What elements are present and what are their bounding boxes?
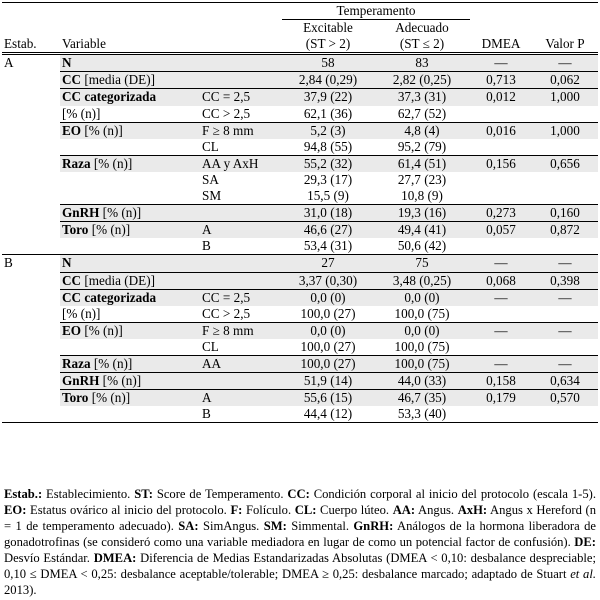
dmea-value (470, 106, 532, 123)
table-row (2, 172, 598, 188)
p-value (532, 188, 598, 205)
subcategory-cell (200, 255, 282, 272)
table-row (2, 289, 598, 306)
p-value (532, 106, 598, 123)
estab-heading: Estab. (2, 36, 60, 54)
adecuado-value: 37,3 (31) (374, 89, 470, 106)
subcategory-cell: CC > 2,5 (202, 305, 251, 321)
p-value: — (532, 289, 598, 306)
table-row (2, 122, 598, 139)
p-value (532, 306, 598, 323)
variable-cell (60, 238, 200, 255)
subcategory-cell: B (200, 406, 282, 423)
variable-cell: CC categorizada (60, 89, 200, 106)
excitable-heading: Excitable (303, 20, 353, 36)
estab-cell (2, 289, 60, 306)
variable-cell: [% (n)] (62, 105, 101, 121)
p-value (532, 406, 598, 423)
adecuado-value: 19,3 (16) (374, 205, 470, 222)
variable-cell: N (60, 54, 200, 72)
subcategory-cell: CC > 2,5 (202, 105, 251, 121)
table-row (2, 339, 598, 356)
estab-cell (2, 306, 60, 323)
p-value: — (532, 355, 598, 372)
excitable-value: 15,5 (9) (307, 188, 349, 204)
subcategory-cell: CL (202, 338, 219, 354)
excitable-value: 62,1 (36) (303, 105, 353, 121)
subcategory-cell (200, 54, 282, 72)
excitable-value: 31,0 (18) (282, 205, 374, 222)
dmea-value (470, 139, 532, 156)
variable-cell: GnRH [% (n)] (60, 205, 200, 222)
subcategory-cell: A (200, 390, 282, 407)
p-value: 1,000 (532, 122, 598, 139)
dmea-value (470, 306, 532, 323)
variable-cell (60, 406, 200, 423)
adecuado-criterion: (ST ≤ 2) (374, 36, 470, 54)
estab-cell (2, 89, 60, 106)
adecuado-value: 95,2 (79) (397, 138, 447, 154)
header-row-2 (2, 20, 598, 37)
excitable-value: 5,2 (3) (282, 122, 374, 139)
temperamento-heading: Temperamento (282, 3, 470, 20)
dmea-value (470, 238, 532, 255)
adecuado-value: 0,0 (0) (374, 322, 470, 339)
estab-cell (2, 322, 60, 339)
excitable-value: 44,4 (12) (282, 406, 374, 423)
dmea-value (470, 172, 532, 188)
dmea-value: — (470, 322, 532, 339)
table-row (2, 54, 598, 72)
excitable-value: 100,0 (27) (282, 355, 374, 372)
adecuado-heading: Adecuado (395, 20, 449, 36)
p-value: 0,160 (532, 205, 598, 222)
p-value (532, 172, 598, 188)
p-value: 0,872 (532, 222, 598, 239)
footnote: Estab.: Establecimiento. ST: Score de Temperamento. CC: Condición corporal al inicio del protocolo (escala 1-5). EO: Estatus ovárico al inicio del protocolo. F: Folículo. CL: Cuerpo lúteo. AA: Angus. AxH: Angus x Hereford (n = 1 de temperamento adecuado). SA: SimAngus. SM: Simmental. GnRH: Análogos de la hormona liberadora de gonadotrofinas (se consideró como una variable mediadora en lugar de como un potencial factor de confusión). DE: Desvío Estándar. DMEA: Diferencia de Medias Estandarizadas Absolutas (DMEA < 0,10: desbalance despreciable; 0,10 ≤ DMEA < 0,25: desbalance aceptable/tolerable; DMEA ≥ 0,25: desbalance marcado; adaptado de Stuart et al. 2013). (4, 487, 597, 597)
excitable-value: 94,8 (55) (303, 138, 353, 154)
estab-cell (2, 390, 60, 407)
dmea-value: 0,179 (470, 390, 532, 407)
adecuado-value: 61,4 (51) (374, 155, 470, 172)
estab-cell (2, 122, 60, 139)
excitable-value: 29,3 (17) (303, 171, 353, 187)
variable-cell: CC categorizada (60, 289, 200, 306)
dmea-value: 0,012 (470, 89, 532, 106)
p-value: — (532, 255, 598, 272)
table-row (2, 306, 598, 323)
variable-cell: Raza [% (n)] (60, 155, 200, 172)
variable-heading: Variable (60, 36, 200, 54)
table-row (2, 139, 598, 156)
estab-cell (2, 339, 60, 356)
excitable-value: 53,4 (31) (303, 238, 353, 254)
p-value: 0,656 (532, 155, 598, 172)
excitable-value: 100,0 (27) (300, 338, 356, 354)
dmea-heading: DMEA (470, 36, 532, 54)
subcategory-cell: CC = 2,5 (200, 289, 282, 306)
subcategory-cell (200, 205, 282, 222)
excitable-value: 0,0 (0) (282, 322, 374, 339)
dmea-value: — (470, 289, 532, 306)
header-row-1 (2, 3, 598, 20)
dmea-value (470, 188, 532, 205)
subcategory-cell: SM (202, 188, 222, 204)
dmea-value: 0,713 (470, 72, 532, 89)
adecuado-value: 10,8 (9) (401, 188, 443, 204)
table-row (2, 406, 598, 423)
dmea-value: — (470, 355, 532, 372)
excitable-value: 100,0 (27) (300, 305, 356, 321)
p-value: 0,398 (532, 272, 598, 289)
dmea-value: 0,156 (470, 155, 532, 172)
excitable-value: 55,6 (15) (282, 390, 374, 407)
dmea-value: 0,273 (470, 205, 532, 222)
excitable-value: 3,37 (0,30) (282, 272, 374, 289)
p-value: — (532, 322, 598, 339)
table-row (2, 155, 598, 172)
table-row (2, 188, 598, 205)
excitable-criterion: (ST > 2) (282, 36, 374, 54)
estab-cell (2, 238, 60, 255)
p-value: — (532, 54, 598, 72)
subcategory-cell: SA (202, 171, 219, 187)
adecuado-value: 49,4 (41) (374, 222, 470, 239)
estab-cell (2, 188, 60, 205)
subcategory-cell (200, 272, 282, 289)
estab-cell: B (2, 255, 60, 272)
excitable-value: 0,0 (0) (282, 289, 374, 306)
adecuado-value: 4,8 (4) (374, 122, 470, 139)
estab-cell (2, 222, 60, 239)
p-value (532, 238, 598, 255)
p-value: 0,062 (532, 72, 598, 89)
adecuado-value: 62,7 (52) (397, 105, 447, 121)
subcategory-cell: F ≥ 8 mm (200, 122, 282, 139)
estab-cell (2, 139, 60, 156)
variable-cell: GnRH [% (n)] (60, 373, 200, 390)
table-row (2, 255, 598, 272)
table-row (2, 355, 598, 372)
adecuado-value: 27,7 (23) (397, 171, 447, 187)
estab-cell: A (4, 55, 14, 71)
subcategory-cell: AA (200, 355, 282, 372)
excitable-value: 51,9 (14) (282, 373, 374, 390)
variable-cell (60, 172, 200, 188)
variable-cell: EO [% (n)] (60, 122, 200, 139)
p-value: 0,570 (532, 390, 598, 407)
adecuado-value: 53,3 (40) (374, 406, 470, 423)
valor-p-heading: Valor P (532, 36, 598, 54)
variable-cell: CC [media (DE)] (60, 72, 200, 89)
header-row-3 (2, 36, 598, 54)
subcategory-cell: CL (202, 138, 219, 154)
adecuado-value: 83 (374, 54, 470, 72)
variable-cell: Toro [% (n)] (60, 390, 200, 407)
subcategory-cell: CC = 2,5 (200, 89, 282, 106)
variable-cell: N (60, 255, 200, 272)
adecuado-value: 0,0 (0) (374, 289, 470, 306)
variable-cell: CC [media (DE)] (60, 272, 200, 289)
excitable-value: 46,6 (27) (282, 222, 374, 239)
p-value (532, 139, 598, 156)
dmea-value: — (470, 255, 532, 272)
variable-cell: Toro [% (n)] (60, 222, 200, 239)
p-value: 1,000 (532, 89, 598, 106)
estab-cell (2, 355, 60, 372)
p-value (532, 339, 598, 356)
subcategory-cell (200, 72, 282, 89)
estab-cell (2, 172, 60, 188)
adecuado-value: 46,7 (35) (374, 390, 470, 407)
subcategory-cell: AA y AxH (200, 155, 282, 172)
subcategory-cell: B (202, 238, 211, 254)
adecuado-value: 100,0 (75) (374, 355, 470, 372)
dmea-value (470, 339, 532, 356)
p-value: 0,634 (532, 373, 598, 390)
adecuado-value: 44,0 (33) (374, 373, 470, 390)
table-row (2, 106, 598, 123)
excitable-value: 55,2 (32) (282, 155, 374, 172)
table-row (2, 72, 598, 89)
table-row (2, 390, 598, 407)
excitable-value: 37,9 (22) (282, 89, 374, 106)
variable-cell (60, 339, 200, 356)
table-row (2, 238, 598, 255)
adecuado-value: 100,0 (75) (394, 305, 450, 321)
excitable-value: 27 (282, 255, 374, 272)
variable-cell: Raza [% (n)] (60, 355, 200, 372)
estab-cell (2, 106, 60, 123)
estab-cell (2, 406, 60, 423)
dmea-value (470, 406, 532, 423)
subcategory-cell: F ≥ 8 mm (200, 322, 282, 339)
variable-cell (60, 139, 200, 156)
adecuado-value: 3,48 (0,25) (374, 272, 470, 289)
results-table (2, 2, 598, 423)
dmea-value: 0,057 (470, 222, 532, 239)
table-row (2, 322, 598, 339)
table-row (2, 205, 598, 222)
dmea-value: 0,158 (470, 373, 532, 390)
estab-cell (2, 205, 60, 222)
subcategory-cell: A (200, 222, 282, 239)
excitable-value: 2,84 (0,29) (282, 72, 374, 89)
estab-cell (2, 155, 60, 172)
table-body (2, 54, 598, 423)
variable-cell (60, 188, 200, 205)
adecuado-value: 2,82 (0,25) (374, 72, 470, 89)
adecuado-value: 50,6 (42) (397, 238, 447, 254)
adecuado-value: 75 (374, 255, 470, 272)
table-row (2, 89, 598, 106)
dmea-value: 0,016 (470, 122, 532, 139)
dmea-value: — (470, 54, 532, 72)
variable-cell: EO [% (n)] (60, 322, 200, 339)
dmea-value: 0,068 (470, 272, 532, 289)
estab-cell (2, 72, 60, 89)
table-row (2, 222, 598, 239)
subcategory-cell (200, 373, 282, 390)
estab-cell (2, 373, 60, 390)
excitable-value: 58 (282, 54, 374, 72)
estab-cell (2, 272, 60, 289)
table-row (2, 373, 598, 390)
variable-cell: [% (n)] (62, 305, 101, 321)
table-row (2, 272, 598, 289)
adecuado-value: 100,0 (75) (394, 338, 450, 354)
